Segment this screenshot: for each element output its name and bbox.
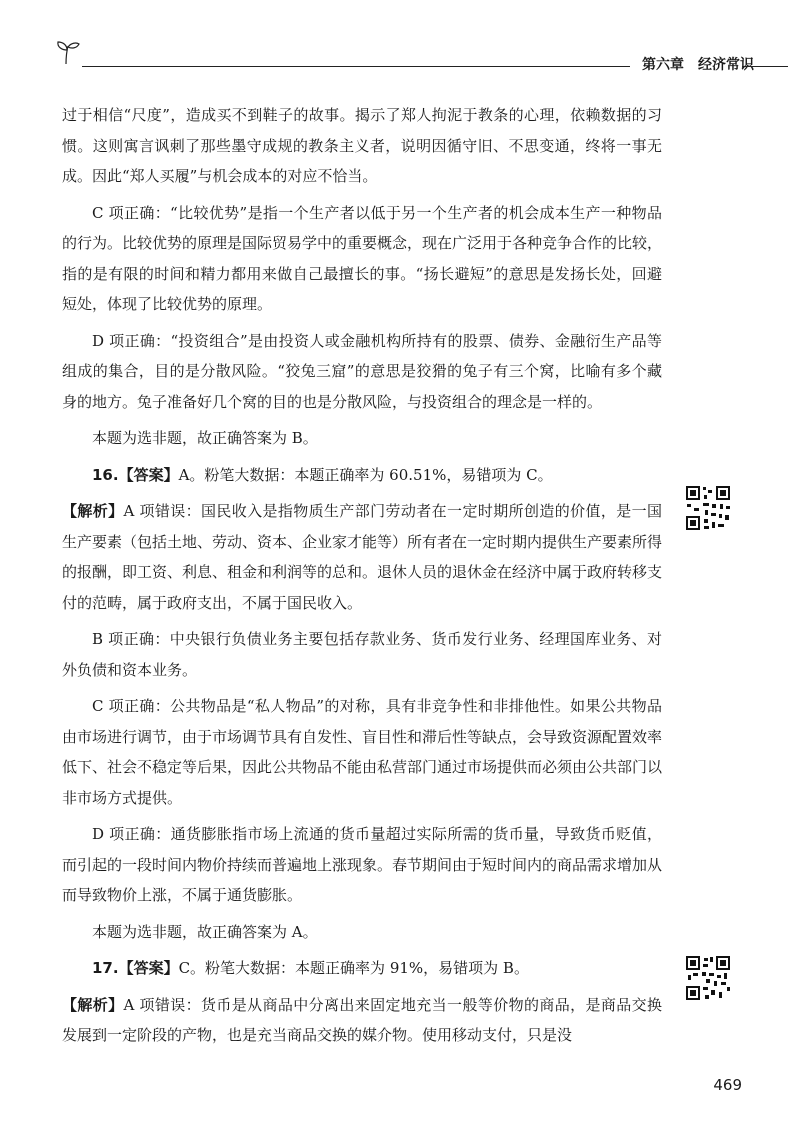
sprout-icon — [52, 36, 82, 70]
qr-code-icon[interactable] — [684, 954, 732, 1002]
qr-code-icon[interactable] — [684, 484, 732, 532]
paragraph-text: 过于相信“尺度”，造成买不到鞋子的故事。揭示了郑人拘泥于教条的心理，依赖数据的习惯。这则寓言讽刺了那些墨守成规的教条主义者，说明因循守旧、不思变通，终将一事无成。因此“郑人买履”与机会成本的对应不恰当。 — [62, 106, 662, 185]
answer-tag: 【解析】 — [62, 502, 124, 520]
answer-tag: 【解析】 — [62, 995, 124, 1014]
paragraph-text: A。粉笔大数据：本题正确率为 60.51%，易错项为 C。 — [178, 465, 553, 484]
paragraph — [62, 691, 662, 813]
page-header — [52, 36, 754, 76]
paragraph — [62, 198, 662, 320]
chapter-number: 第六章 — [642, 57, 684, 73]
header-rule-tail — [742, 66, 788, 67]
section-title: 经济常识 — [698, 57, 754, 73]
chapter-title — [642, 54, 768, 74]
paragraph-text: C。粉笔大数据：本题正确率为 91%，易错项为 B。 — [178, 959, 529, 977]
paragraph — [62, 917, 662, 948]
paragraph-text: D 项正确：通货膨胀指市场上流通的货币量超过实际所需的货币量，导致货币贬值，而引起的一段时间内物价持续而普遍地上涨现象。春节期间由于短时间内的商品需求增加从而导致物价上涨，不属于通货膨胀。 — [62, 825, 663, 904]
paragraph-text: A 项错误：货币是从商品中分离出来固定地充当一般等价物的商品，是商品交换发展到一定阶段的产物，也是充当商品交换的媒介物。使用移动支付，只是没 — [62, 995, 662, 1044]
page-body — [62, 100, 662, 1057]
header-rule — [82, 66, 630, 67]
paragraph — [62, 990, 662, 1051]
paragraph-text: 本题为选非题，故正确答案为 B。 — [92, 429, 318, 447]
paragraph-text: 本题为选非题，故正确答案为 A。 — [92, 922, 318, 941]
answer-tag: 17.【答案】 — [92, 959, 179, 977]
paragraph — [62, 496, 662, 618]
paragraph — [62, 460, 662, 491]
paragraph-text: C 项正确：“比较优势”是指一个生产者以低于另一个生产者的机会成本生产一种物品的行为。比较优势的原理是国际贸易学中的重要概念，现在广泛用于各种竞争合作的比较，指的是有限的时间和精力都用来做自己最擅长的事。“扬长避短”的意思是发扬长处，回避短处，体现了比较优势的原理。 — [62, 203, 663, 313]
paragraph — [62, 100, 662, 192]
paragraph-text: A 项错误：国民收入是指物质生产部门劳动者在一定时期所创造的价值，是一国生产要素（包括土地、劳动、资本、企业家才能等）所有者在一定时期内提供生产要素所得的报酬，即工资、利息、租金和利润等的总和。退休人员的退休金在经济中属于政府转移支付的范畴，属于政府支出，不属于国民收入。 — [62, 502, 663, 612]
paragraph — [62, 624, 662, 685]
paragraph — [62, 819, 662, 911]
page-number: 469 — [713, 1076, 742, 1094]
paragraph-text: C 项正确：公共物品是“私人物品”的对称，具有非竞争性和非排他性。如果公共物品由市场进行调节，由于市场调节具有自发性、盲目性和滞后性等缺点，会导致资源配置效率低下、社会不稳定等后果，因此公共物品不能由私营部门通过市场提供而必须由公共部门以非市场方式提供。 — [62, 697, 663, 807]
answer-tag: 16.【答案】 — [92, 465, 179, 484]
paragraph — [62, 953, 662, 984]
paragraph — [62, 423, 662, 454]
paragraph — [62, 326, 662, 418]
paragraph-text: B 项正确：中央银行负债业务主要包括存款业务、货币发行业务、经理国库业务、对外负债和资本业务。 — [62, 630, 662, 679]
paragraph-text: D 项正确：“投资组合”是由投资人或金融机构所持有的股票、债券、金融衍生产品等组成的集合，目的是分散风险。“狡兔三窟”的意思是狡猾的兔子有三个窝，比喻有多个藏身的地方。兔子准备好几个窝的目的也是分散风险，与投资组合的理念是一样的。 — [62, 331, 662, 411]
